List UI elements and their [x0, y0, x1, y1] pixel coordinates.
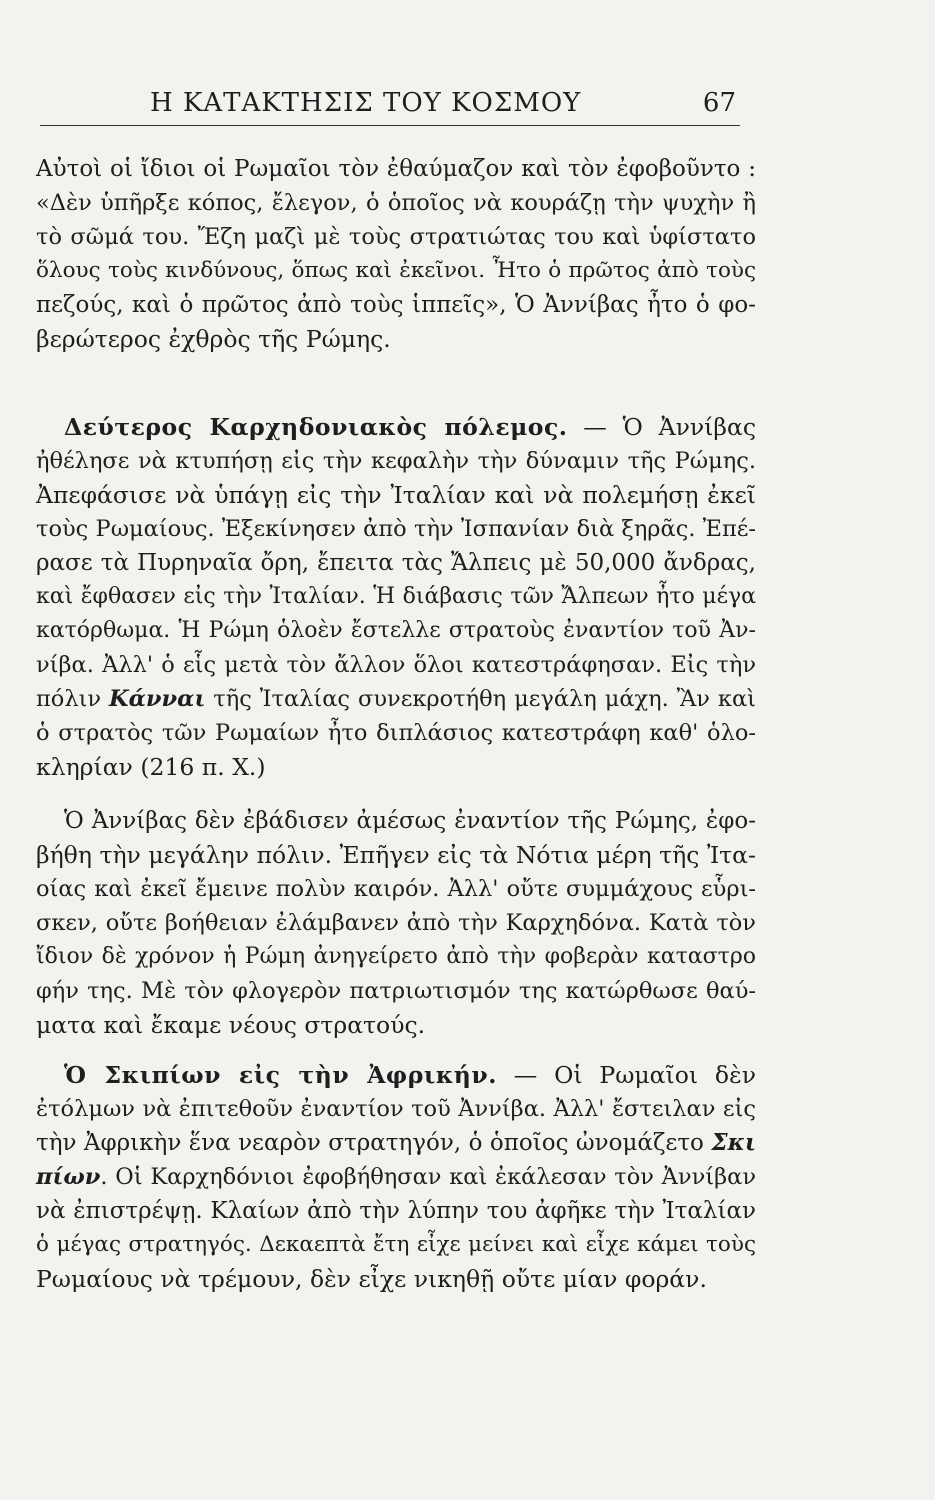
- header-rule: [40, 125, 740, 126]
- text-line: ὁ μέγας στρατηγός. Δεκαεπτὰ ἔτη εἶχε μείνει καὶ εἶχε κάμει τοὺς: [36, 1232, 756, 1257]
- text-line: νὰ ἐπιστρέψῃ. Κλαίων ἀπὸ τὴν λύπην του ἀφῆκε τὴν Ἰταλίαν: [36, 1198, 756, 1224]
- section-heading-second-punic-war: Δεύτερος Καρχηδονιακὸς πόλεμος.: [64, 413, 568, 441]
- text-line: ἐτόλμων νὰ ἐπιτεθοῦν ἐναντίον τοῦ Ἀννίβα. Ἀλλ' ἔστειλαν εἰς: [36, 1096, 756, 1122]
- text-line: Ρωμαίους νὰ τρέμουν, δὲν εἶχε νικηθῇ οὔτε μίαν φοράν.: [36, 1265, 707, 1293]
- text-line: [36, 410, 756, 444]
- text-line: βήθη τὴν μεγάλην πόλιν. Ἐπῆγεν εἰς τὰ Νότια μέρη τῆς Ἰτα-: [36, 841, 756, 869]
- text-line: ματα καὶ ἔκαμε νέους στρατούς.: [36, 1011, 426, 1039]
- text-line: ὅλους τοὺς κινδύνους, ὅπως καὶ ἐκεῖνοι. Ἦτο ὁ πρῶτος ἀπὸ τοὺς: [36, 258, 756, 283]
- paragraph-1: [36, 152, 756, 356]
- emphasized-name: πίων: [36, 1164, 101, 1190]
- text-line: σκεν, οὔτε βοήθειαν ἐλάμβανεν ἀπὸ τὴν Καρχηδόνα. Κατὰ τὸν: [36, 910, 756, 936]
- running-title: Η ΚΑΤΑΚΤΗΣΙΣ ΤΟΥ ΚΟΣΜΟΥ: [150, 88, 582, 118]
- text-line: φήν της. Μὲ τὸν φλογερὸν πατριωτισμόν της κατώρθωσε θαύ-: [36, 978, 756, 1004]
- text-line: τοὺς Ρωμαίους. Ἐξεκίνησεν ἀπὸ τὴν Ἰσπανίαν διὰ ξηρᾶς. Ἐπέ-: [36, 516, 756, 542]
- text-line: [36, 1058, 756, 1092]
- text-line: ρασε τὰ Πυρηναῖα ὄρη, ἔπειτα τὰς Ἄλπεις μὲ 50,000 ἄνδρας,: [36, 550, 756, 576]
- text-line: Ἀπεφάσισε νὰ ὑπάγῃ εἰς τὴν Ἰταλίαν καὶ νὰ πολεμήσῃ ἐκεῖ: [36, 481, 756, 509]
- text-line: βερώτερος ἐχθρὸς τῆς Ρώμης.: [36, 325, 391, 353]
- paragraph-3: [36, 804, 756, 1042]
- text-line: νίβα. Ἀλλ' ὁ εἷς μετὰ τὸν ἄλλον ὅλοι κατεστράφησαν. Εἰς τὴν: [36, 652, 756, 678]
- text-line: πεζούς, καὶ ὁ πρῶτος ἀπὸ τοὺς ἱππεῖς», Ὁ Ἀννίβας ἦτο ὁ φο-: [36, 292, 756, 318]
- paragraph-4: [36, 1058, 756, 1296]
- emphasized-place-name: Κάνναι: [109, 686, 206, 712]
- section-heading-scipio-in-africa: Ὁ Σκιπίων εἰς τὴν Ἀφρικήν.: [64, 1061, 497, 1089]
- text-line: κατόρθωμα. Ἡ Ρώμη ὁλοὲν ἔστελλε στρατοὺς ἐναντίον τοῦ Ἀν-: [36, 618, 756, 643]
- text-line: [36, 682, 756, 716]
- text-line: [36, 1126, 756, 1160]
- text-span: πόλιν: [36, 686, 110, 712]
- text-span: τὴν Ἀφρικὴν ἕνα νεαρὸν στρατηγόν, ὁ ὁποῖος ὠνομάζετο: [36, 1130, 712, 1156]
- page-header: [40, 88, 740, 128]
- text-line: ἴδιον δὲ χρόνον ἡ Ρώμη ἀνηγείρετο ἀπὸ τὴν φοβερὰν καταστρο: [36, 944, 756, 969]
- text-span: τῆς Ἰταλίας συνεκροτήθη μεγάλη μάχη. Ἂν καὶ: [205, 686, 756, 712]
- emphasized-name: Σκι: [711, 1129, 756, 1156]
- text-line: Ὁ Ἀννίβας δὲν ἐβάδισεν ἀμέσως ἐναντίον τῆς Ρώμης, ἐφο-: [64, 808, 756, 834]
- text-line: καὶ ἔφθασεν εἰς τὴν Ἰταλίαν. Ἡ διάβασις τῶν Ἄλπεων ἦτο μέγα: [36, 584, 756, 609]
- text-line: οίας καὶ ἐκεῖ ἔμεινε πολὺν καιρόν. Ἀλλ' οὔτε συμμάχους εὗρι-: [36, 876, 756, 902]
- paragraph-2: [36, 410, 756, 784]
- text-line: ὁ στρατὸς τῶν Ρωμαίων ἦτο διπλάσιος κατεστράφη καθ' ὁλο-: [36, 720, 756, 746]
- text-line: τὸ σῶμά του. Ἔζη μαζὶ μὲ τοὺς στρατιώτας του καὶ ὑφίστατο: [36, 224, 756, 250]
- text-line: Αὐτοὶ οἱ ἴδιοι οἱ Ρωμαῖοι τὸν ἐθαύμαζον καὶ τὸν ἐφοβοῦντο :: [36, 156, 756, 182]
- text-span: . Οἱ Καρχηδόνιοι ἐφοβήθησαν καὶ ἐκάλεσαν τὸν Ἀννίβαν: [100, 1164, 756, 1190]
- text-line: κληρίαν (216 π. Χ.): [36, 753, 266, 781]
- text-span: — Οἱ Ρωμαῖοι δὲν: [496, 1061, 756, 1089]
- page-number: 67: [702, 88, 736, 118]
- text-line: «Δὲν ὑπῆρξε κόπος, ἔλεγον, ὁ ὁποῖος νὰ κουράζῃ τὴν ψυχὴν ἢ: [36, 190, 756, 216]
- text-line: [36, 1160, 756, 1194]
- text-span: — Ὁ Ἀννίβας: [567, 413, 756, 441]
- text-line: ἠθέλησε νὰ κτυπήσῃ εἰς τὴν κεφαλὴν τὴν δύναμιν τῆς Ρώμης.: [36, 448, 756, 474]
